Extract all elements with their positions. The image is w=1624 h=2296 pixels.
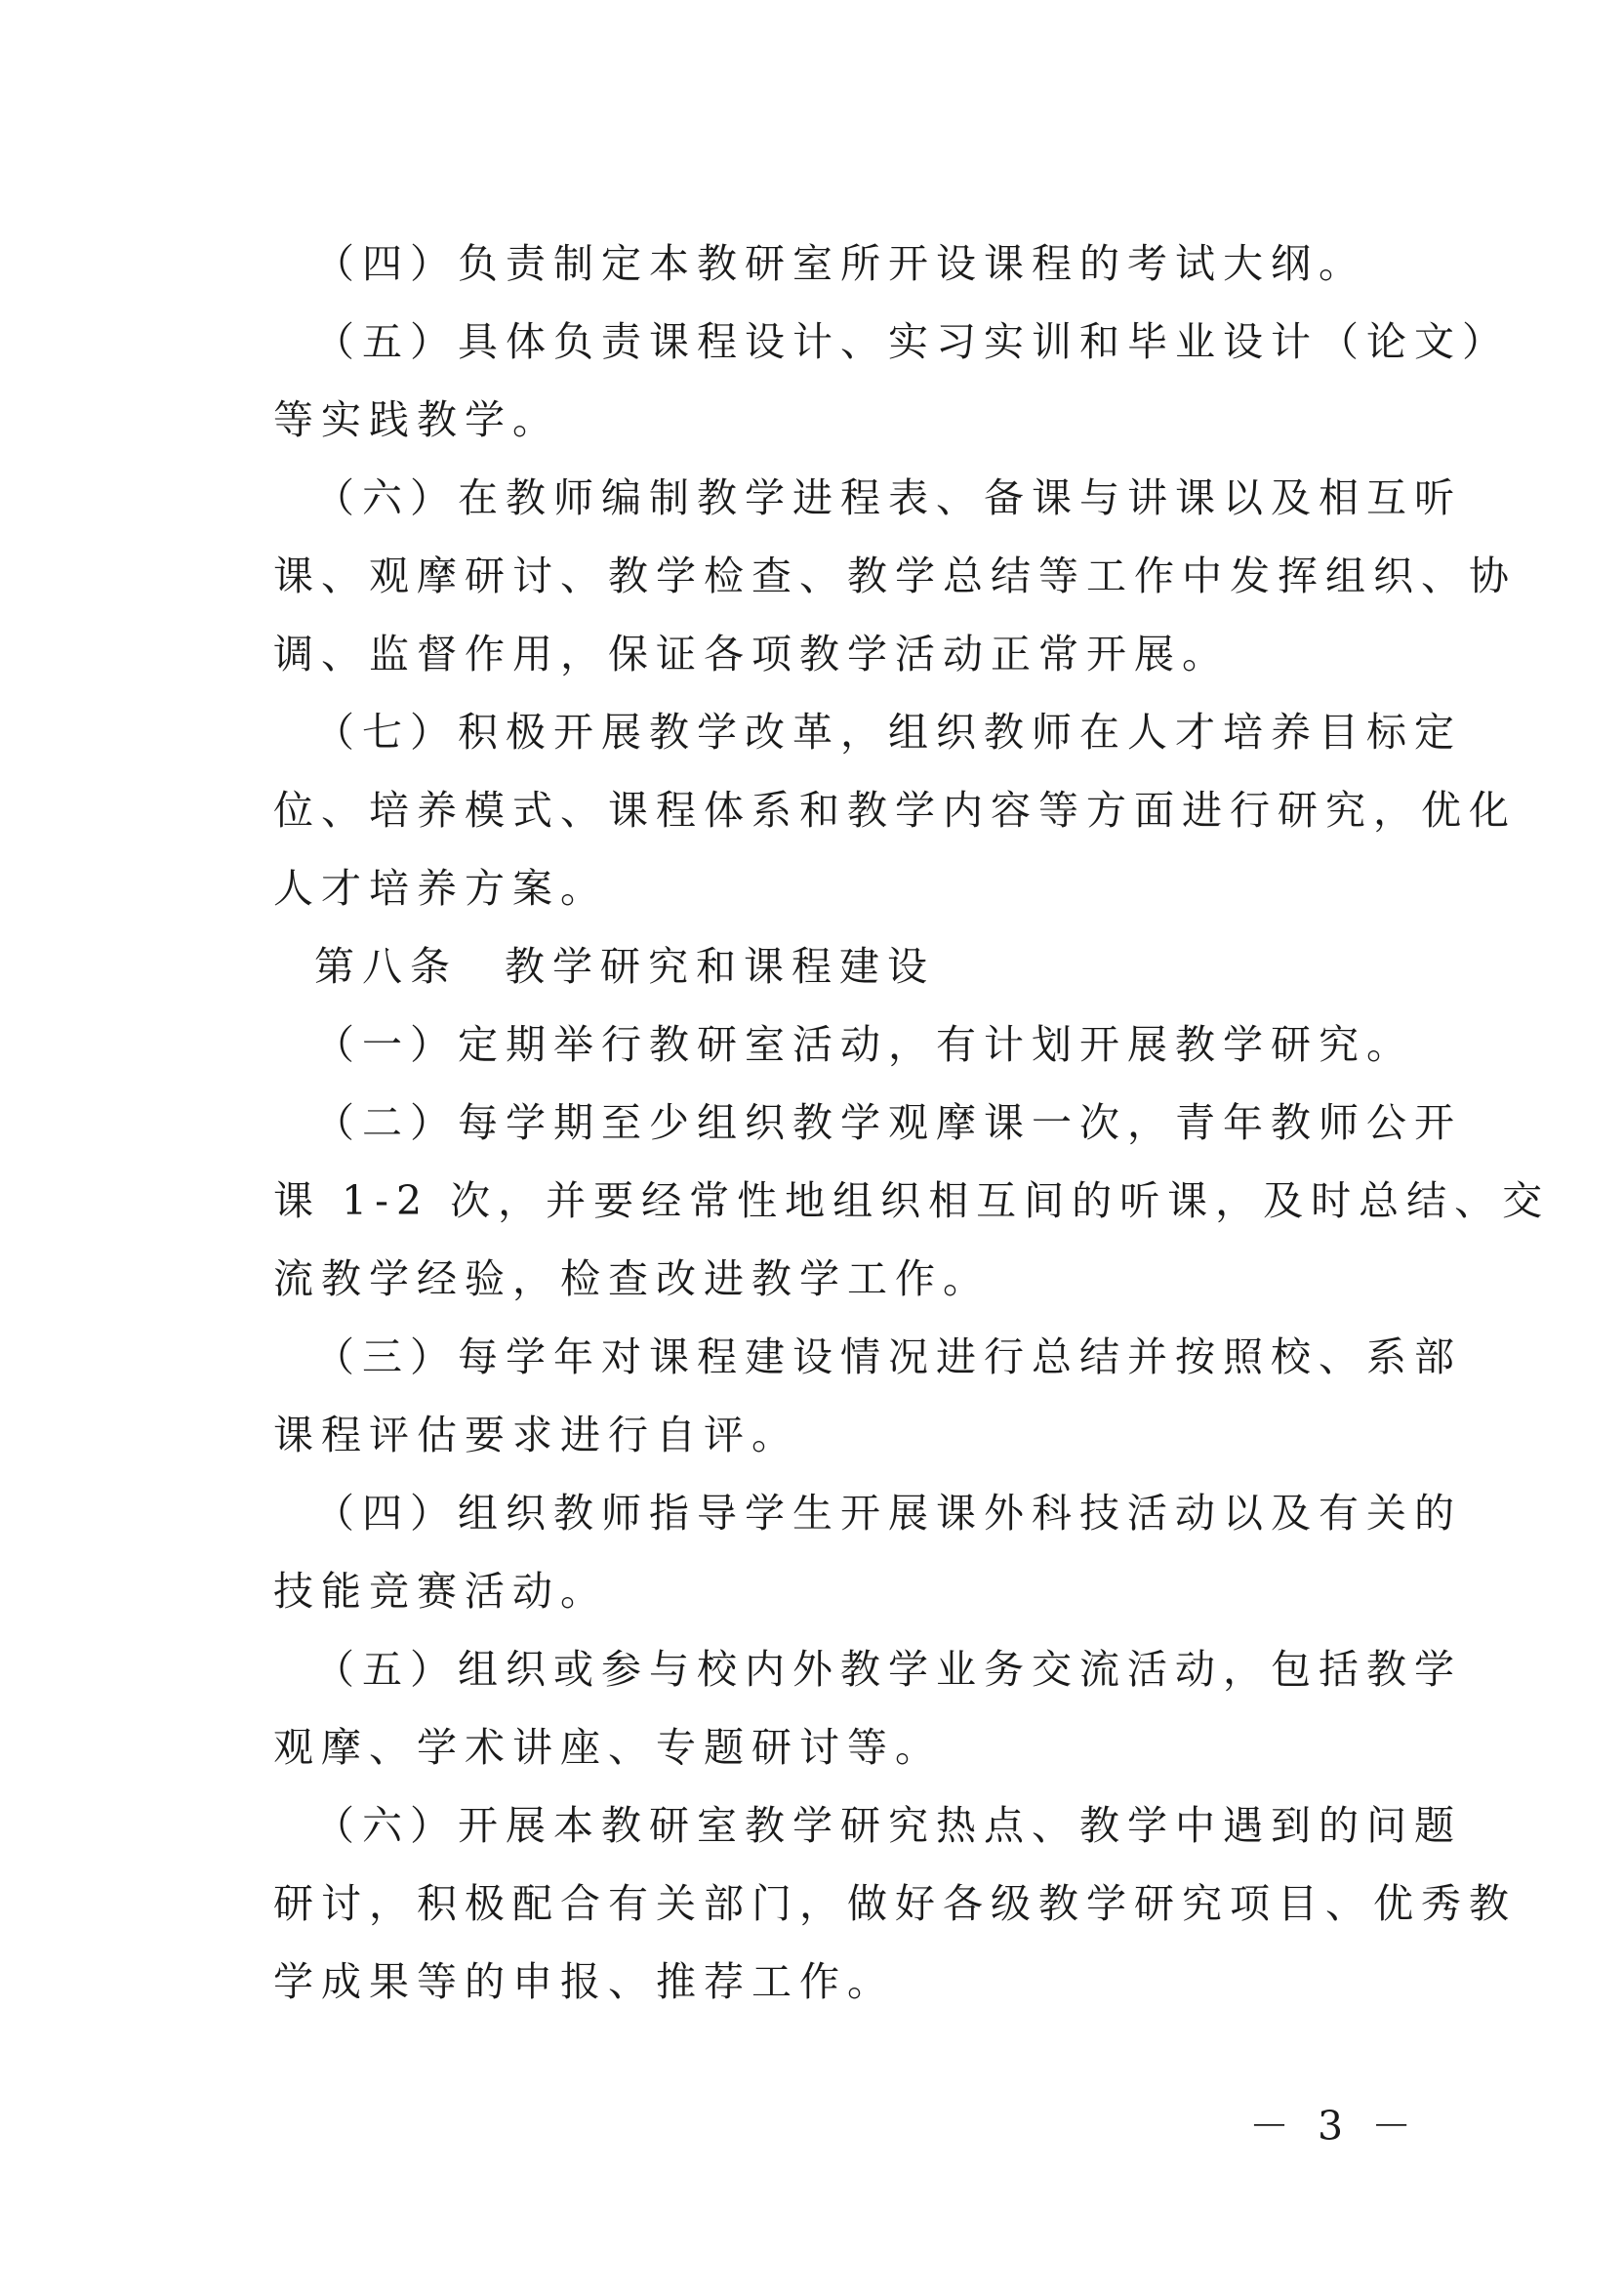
- paragraph-line: （四）负责制定本教研室所开设课程的考试大纲。: [314, 240, 1366, 287]
- paragraph-line: （五）组织或参与校内外教学业务交流活动，包括教学: [314, 1646, 1462, 1693]
- paragraph-line: 课程评估要求进行自评。: [273, 1412, 799, 1458]
- paragraph-line: （二）每学期至少组织教学观摩课一次，青年教师公开: [314, 1099, 1462, 1146]
- paragraph-line: 课、观摩研讨、教学检查、教学总结等工作中发挥组织、协: [273, 553, 1517, 599]
- paragraph-line: 学成果等的申报、推荐工作。: [273, 1958, 895, 2005]
- paragraph-line: 等实践教学。: [273, 396, 560, 443]
- paragraph-line: （五）具体负责课程设计、实习实训和毕业设计（论文）: [314, 318, 1510, 365]
- paragraph-line: 观摩、学术讲座、专题研讨等。: [273, 1724, 943, 1771]
- article-heading: [314, 939, 935, 994]
- page-number: － 3 －: [1249, 2103, 1420, 2150]
- article-number: 第八条: [314, 943, 458, 990]
- paragraph-line: （六）开展本教研室教学研究热点、教学中遇到的问题: [314, 1802, 1462, 1849]
- paragraph-line: （六）在教师编制教学进程表、备课与讲课以及相互听: [314, 474, 1462, 521]
- article-title: 教学研究和课程建设: [505, 943, 935, 990]
- paragraph-line: （四）组织教师指导学生开展课外科技活动以及有关的: [314, 1490, 1462, 1537]
- paragraph-line: （一）定期举行教研室活动，有计划开展教学研究。: [314, 1021, 1414, 1068]
- paragraph-line: 技能竞赛活动。: [273, 1568, 608, 1615]
- paragraph-line: （三）每学年对课程建设情况进行总结并按照校、系部: [314, 1333, 1462, 1380]
- paragraph-line: 流教学经验，检查改进教学工作。: [273, 1255, 991, 1302]
- paragraph-line: （七）积极开展教学改革，组织教师在人才培养目标定: [314, 709, 1462, 756]
- paragraph-line: 人才培养方案。: [273, 865, 608, 912]
- paragraph-line: 位、培养模式、课程体系和教学内容等方面进行研究，优化: [273, 787, 1517, 834]
- paragraph-line: 调、监督作用，保证各项教学活动正常开展。: [273, 631, 1230, 677]
- paragraph-line: 研讨，积极配合有关部门，做好各级教学研究项目、优秀教: [273, 1880, 1517, 1927]
- paragraph-line: 课 1-2 次，并要经常性地组织相互间的听课，及时总结、交: [273, 1177, 1551, 1224]
